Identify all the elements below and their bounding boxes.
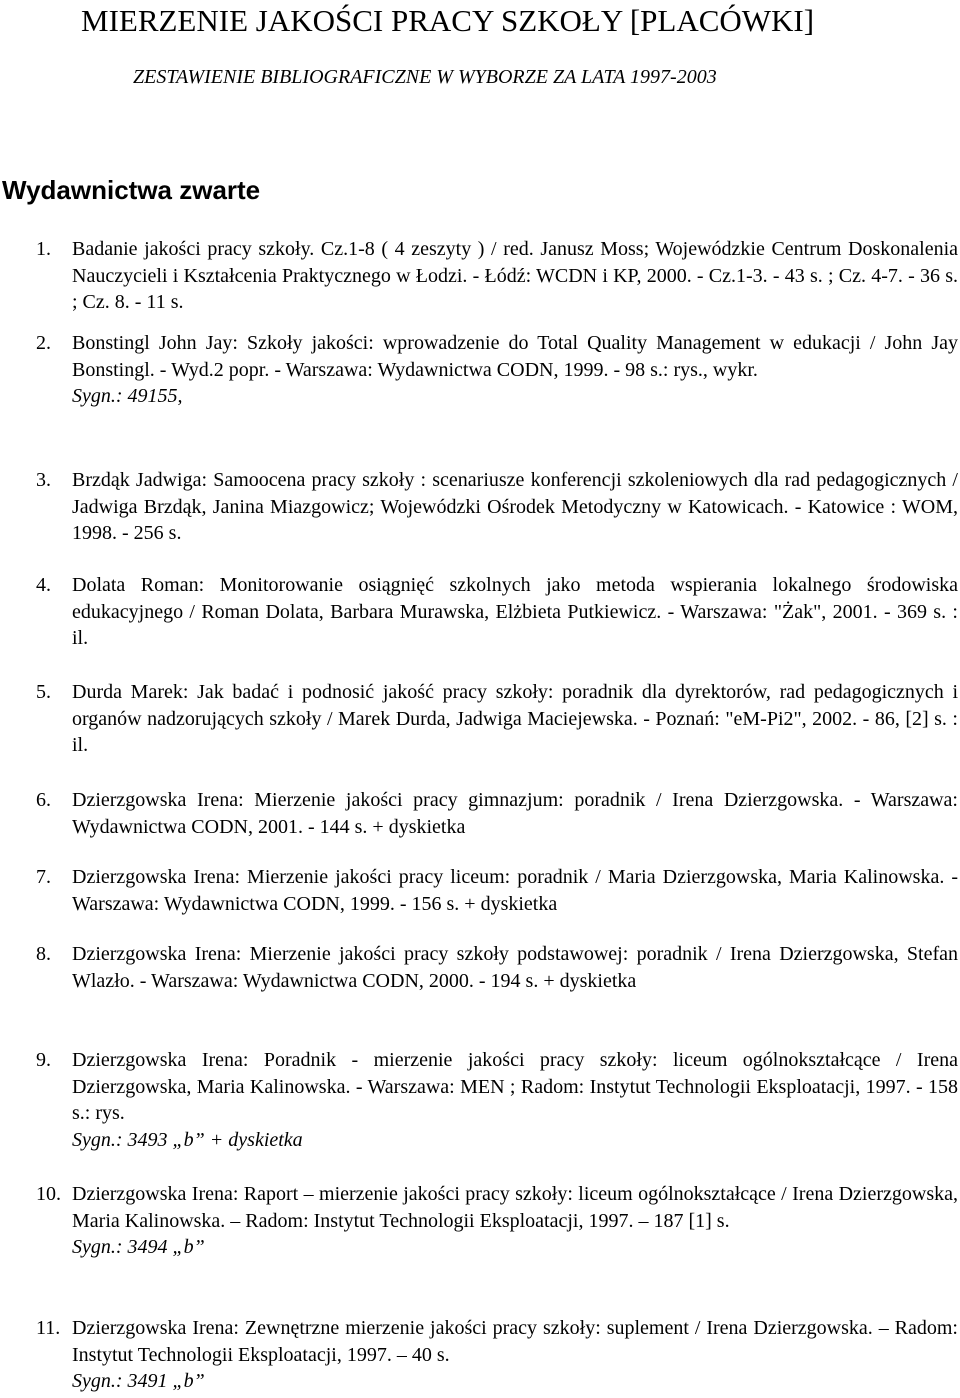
bibliography-entry-6 <box>36 787 958 840</box>
entry-signature: Sygn.: 3494 „b” <box>72 1236 205 1258</box>
entry-text: Dzierzgowska Irena: Mierzenie jakości pracy liceum: poradnik / Maria Dzierzgowska, Maria Kalinowska. - Warszawa: Wydawnictwa CODN, 1999. - 156 s. + dyskietka <box>72 866 958 915</box>
entry-text: Dzierzgowska Irena: Zewnętrzne mierzenie jakości pracy szkoły: suplement / Irena Dzierzgowska. – Radom: Instytut Technologii Eksploatacji, 1997. – 40 s. <box>72 1317 958 1366</box>
bibliography-entry-8 <box>36 941 958 994</box>
bibliography-entry-10 <box>36 1181 958 1261</box>
entry-text: Brzdąk Jadwiga: Samoocena pracy szkoły : scenariusze konferencji szkoleniowych dla rad pedagogicznych / Jadwiga Brzdąk, Janina Miazgowicz; Wojewódzki Ośrodek Metodyczny w Katowicach. - Katowice : WOM, 1998. - 256 s. <box>72 469 958 544</box>
entry-signature: Sygn.: 3491 „b” <box>72 1370 205 1392</box>
entry-text: Bonstingl John Jay: Szkoły jakości: wprowadzenie do Total Quality Management w edukacji / John Jay Bonstingl. - Wyd.2 popr. - Warszawa: Wydawnictwa CODN, 1999. - 98 s.: rys., wykr. <box>72 332 958 381</box>
bibliography-entry-7 <box>36 864 958 917</box>
entry-number: 10. <box>36 1183 61 1205</box>
entry-number: 4. <box>36 574 51 596</box>
bibliography-entry-5 <box>36 679 958 759</box>
entry-number: 5. <box>36 681 51 703</box>
entry-text: Dzierzgowska Irena: Mierzenie jakości pracy szkoły podstawowej: poradnik / Irena Dzierzgowska, Stefan Wlazło. - Warszawa: Wydawnictwa CODN, 2000. - 194 s. + dyskietka <box>72 943 958 992</box>
bibliography-entry-11 <box>36 1315 958 1395</box>
entry-text: Dzierzgowska Irena: Poradnik - mierzenie jakości pracy szkoły: liceum ogólnokształcące / Irena Dzierzgowska, Maria Kalinowska. - Warszawa: MEN ; Radom: Instytut Technologii Eksploatacji, 1997. - 158 s.: rys. <box>72 1049 958 1124</box>
entry-text: Badanie jakości pracy szkoły. Cz.1-8 ( 4 zeszyty ) / red. Janusz Moss; Wojewódzkie Centrum Doskonalenia Nauczycieli i Kształcenia Praktycznego w Łodzi. - Łódź: WCDN i KP, 2000. - Cz.1-3. - 43 s. ; Cz. 4-7. - 36 s. ; Cz. 8. - 11 s. <box>72 238 958 313</box>
bibliography-entry-9 <box>36 1047 958 1153</box>
entry-text: Durda Marek: Jak badać i podnosić jakość pracy szkoły: poradnik dla dyrektorów, rad pedagogicznych i organów nadzorujących szkoły / Marek Durda, Jadwiga Maciejewska. - Poznań: "eM-Pi2", 2002. - 86, [2] s. : il. <box>72 681 958 756</box>
entry-signature: Sygn.: 49155, <box>72 385 183 407</box>
entry-signature: Sygn.: 3493 „b” + dyskietka <box>72 1128 303 1151</box>
entry-number: 7. <box>36 866 51 888</box>
entry-number: 6. <box>36 789 51 811</box>
entry-text: Dolata Roman: Monitorowanie osiągnięć szkolnych jako metoda wspierania lokalnego środowiska edukacyjnego / Roman Dolata, Barbara Murawska, Elżbieta Putkiewicz. - Warszawa: "Żak", 2001. - 369 s. : il. <box>72 574 958 649</box>
entry-number: 8. <box>36 943 51 965</box>
bibliography-entry-4 <box>36 572 958 652</box>
entry-number: 9. <box>36 1049 51 1071</box>
page-title: MIERZENIE JAKOŚCI PRACY SZKOŁY [PLACÓWKI] <box>81 3 815 38</box>
entry-number: 2. <box>36 332 51 354</box>
entry-number: 3. <box>36 469 51 491</box>
bibliography-entry-1 <box>36 236 958 316</box>
bibliography-entry-3 <box>36 467 958 547</box>
page-subtitle: ZESTAWIENIE BIBLIOGRAFICZNE W WYBORZE ZA LATA 1997-2003 <box>133 66 717 88</box>
bibliography-entry-2 <box>36 330 958 410</box>
entry-text: Dzierzgowska Irena: Raport – mierzenie jakości pracy szkoły: liceum ogólnokształcące / Irena Dzierzgowska, Maria Kalinowska. – Radom: Instytut Technologii Eksploatacji, 1997. – 187 [1] s. <box>72 1183 958 1232</box>
entry-number: 1. <box>36 238 51 260</box>
entry-number: 11. <box>36 1317 61 1339</box>
section-heading: Wydawnictwa zwarte <box>2 175 261 205</box>
entry-text: Dzierzgowska Irena: Mierzenie jakości pracy gimnazjum: poradnik / Irena Dzierzgowska. - Warszawa: Wydawnictwa CODN, 2001. - 144 s. + dyskietka <box>72 789 958 838</box>
